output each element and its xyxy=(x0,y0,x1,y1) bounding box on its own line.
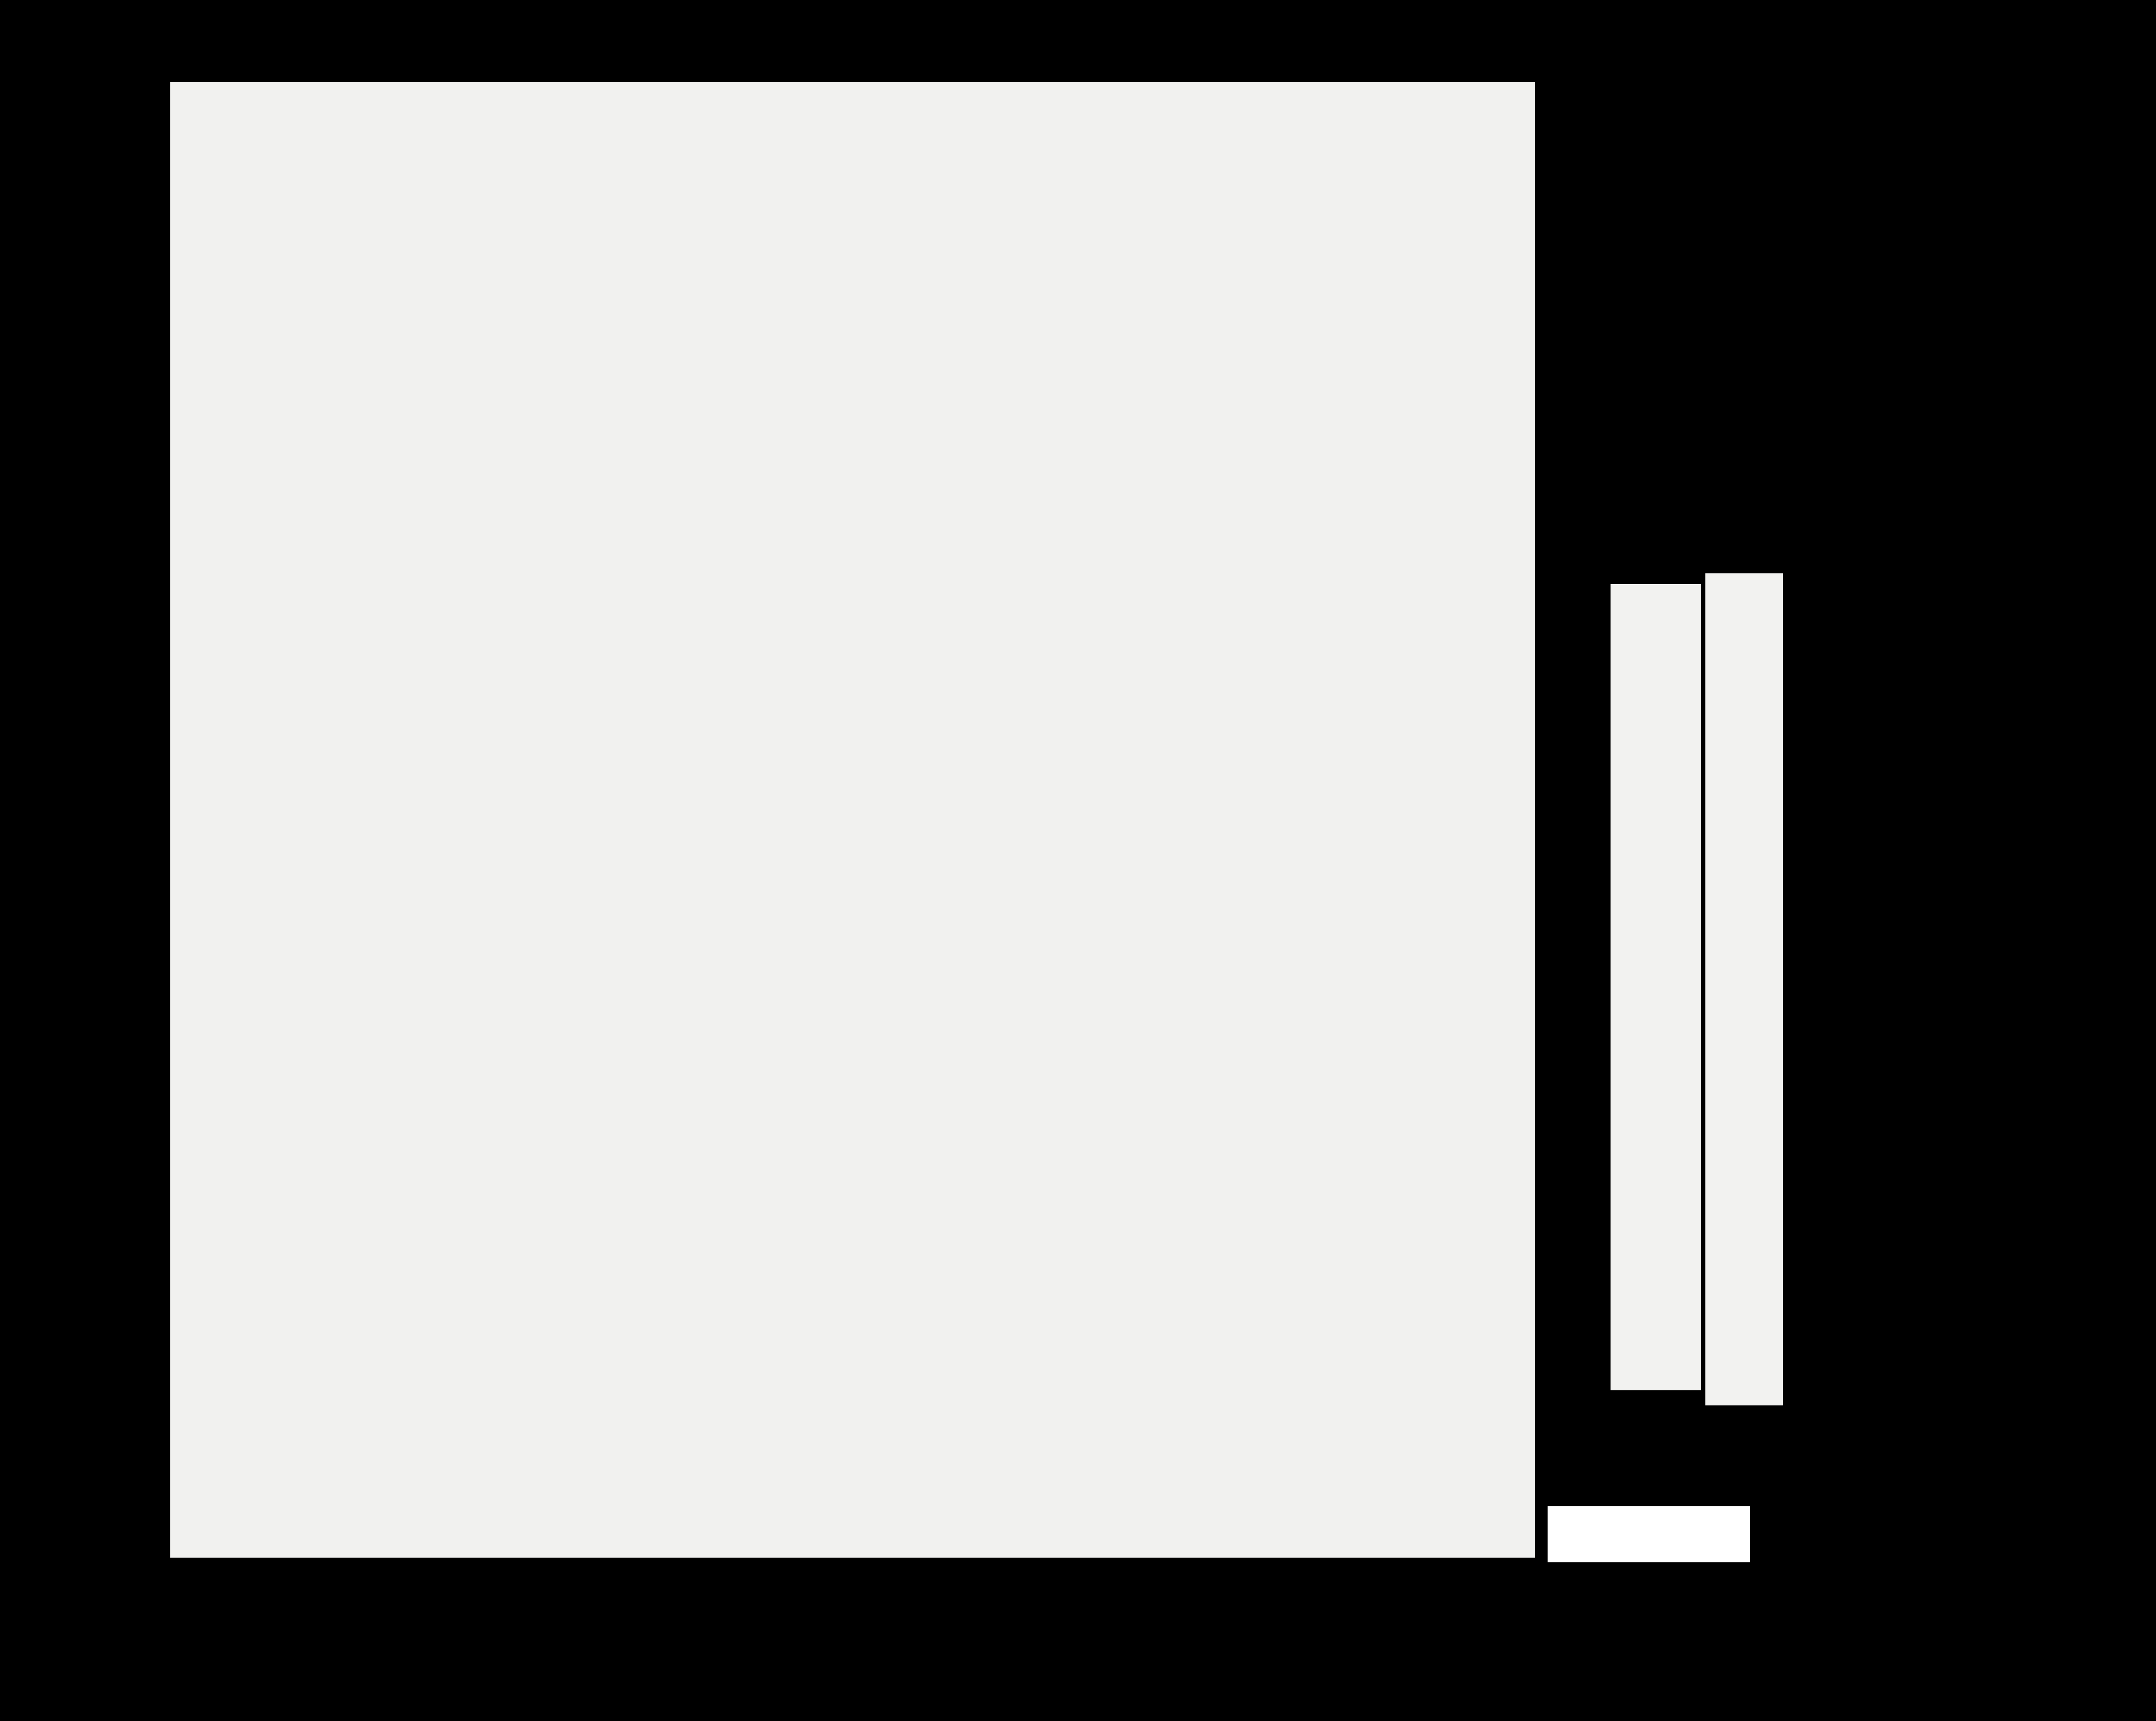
page-marker xyxy=(1546,1505,1752,1564)
archive-reference-card xyxy=(1611,584,1701,1390)
archive-name-card xyxy=(1705,573,1783,1405)
form-sheet xyxy=(170,82,1535,1558)
